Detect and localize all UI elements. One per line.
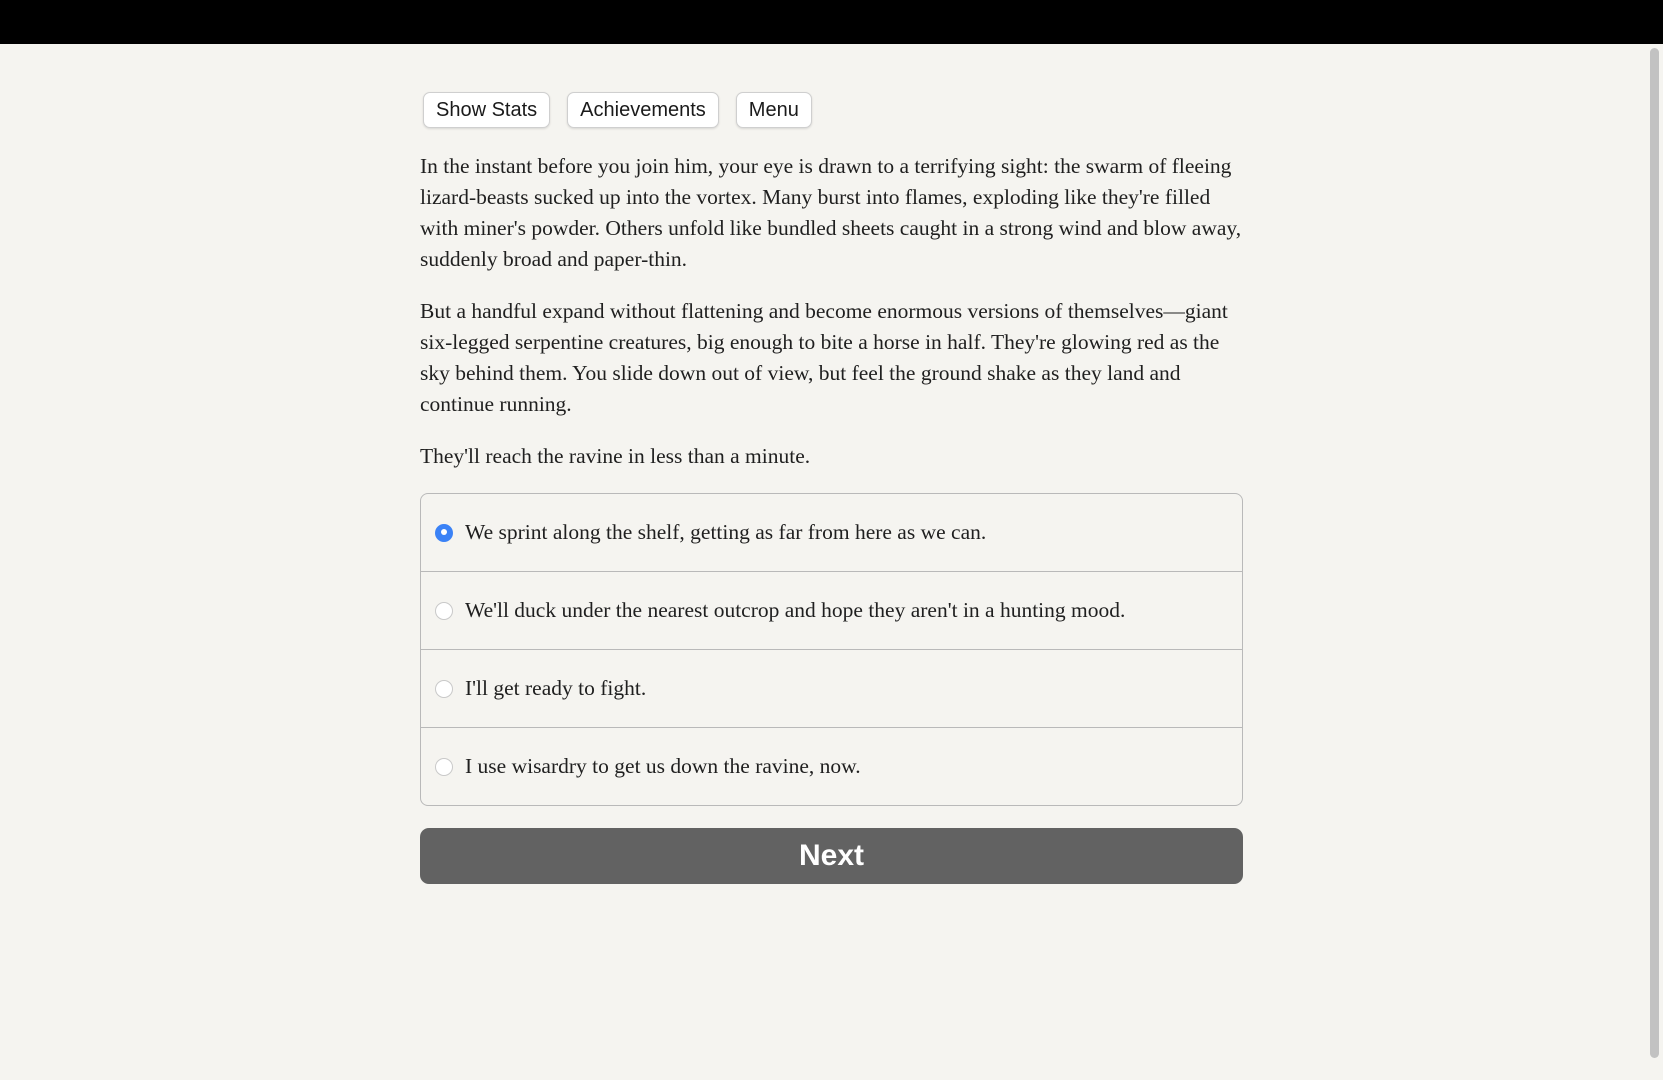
next-button[interactable]: Next	[420, 828, 1243, 884]
radio-button[interactable]	[435, 680, 453, 698]
achievements-button[interactable]: Achievements	[567, 92, 719, 128]
choice-label: I use wisardry to get us down the ravine, now.	[465, 754, 861, 778]
window-top-bar	[0, 0, 1663, 44]
show-stats-button[interactable]: Show Stats	[423, 92, 550, 128]
radio-button[interactable]	[435, 602, 453, 620]
scrollbar-thumb[interactable]	[1650, 48, 1659, 1058]
menu-button[interactable]: Menu	[736, 92, 812, 128]
radio-button[interactable]	[435, 758, 453, 776]
choice-list	[420, 493, 1243, 806]
story-paragraph: In the instant before you join him, your eye is drawn to a terrifying sight: the swarm of fleeing lizard-beasts sucked up into the vortex. Many burst into flames, exploding like they're filled with miner's powder. Others unfold like bundled sheets caught in a strong wind and blow away, suddenly broad and paper-thin.	[420, 154, 1242, 271]
choice-label: We'll duck under the nearest outcrop and hope they aren't in a hunting mood.	[465, 598, 1126, 622]
choice-option-4[interactable]	[421, 727, 1242, 805]
toolbar	[423, 92, 1243, 128]
radio-button[interactable]	[435, 524, 453, 542]
choice-option-3[interactable]	[421, 649, 1242, 727]
choice-label: I'll get ready to fight.	[465, 676, 647, 700]
vertical-scrollbar[interactable]	[1645, 44, 1663, 1080]
story-text	[420, 151, 1243, 472]
choice-label: We sprint along the shelf, getting as far from here as we can.	[465, 520, 987, 544]
story-paragraph: But a handful expand without flattening and become enormous versions of themselves—giant six-legged serpentine creatures, big enough to bite a horse in half. They're glowing red as the sky behind them. You slide down out of view, but feel the ground shake as they land and continue running.	[420, 299, 1228, 416]
choice-option-1[interactable]	[421, 494, 1242, 571]
choice-option-2[interactable]	[421, 571, 1242, 649]
story-paragraph: They'll reach the ravine in less than a minute.	[420, 444, 811, 468]
game-content	[420, 92, 1243, 884]
